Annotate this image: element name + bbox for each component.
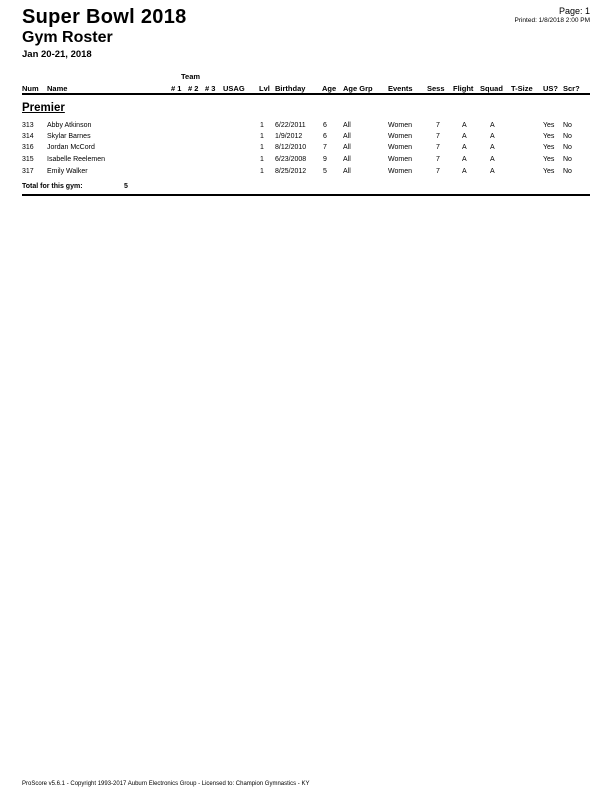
cell-sess: 7 [436,168,440,175]
cell-scr: No [563,156,572,163]
cell-squad: A [490,156,495,163]
cell-age-grp: All [343,168,351,175]
col-header-num: Num [22,84,39,93]
cell-events: Women [388,133,412,140]
cell-flight: A [462,168,467,175]
cell-flight: A [462,122,467,129]
cell-birthday: 6/22/2011 [275,122,306,129]
col-header-tsize: T-Size [511,84,533,93]
cell-age-grp: All [343,133,351,140]
printed-timestamp: Printed: 1/8/2018 2:00 PM [514,17,590,24]
cell-flight: A [462,156,467,163]
cell-flight: A [462,144,467,151]
col-header-flight: Flight [453,84,474,93]
cell-num: 313 [22,122,34,129]
table-row [0,133,612,144]
col-header-us: US? [543,84,558,93]
report-title: Super Bowl 2018 [22,6,187,28]
cell-num: 315 [22,156,34,163]
cell-lvl: 1 [260,144,264,151]
cell-age-grp: All [343,144,351,151]
cell-num: 317 [22,168,34,175]
cell-age: 9 [323,156,327,163]
col-header-age: Age [322,84,337,93]
table-row [0,122,612,133]
cell-events: Women [388,122,412,129]
cell-us: Yes [543,156,555,163]
cell-lvl: 1 [260,168,264,175]
cell-scr: No [563,168,572,175]
cell-events: Women [388,156,412,163]
cell-name: Jordan McCord [47,144,95,151]
cell-sess: 7 [436,156,440,163]
cell-sess: 7 [436,144,440,151]
col-header-squad: Squad [480,84,503,93]
cell-sess: 7 [436,133,440,140]
cell-squad: A [490,144,495,151]
col-header-age-grp: Age Grp [343,84,373,93]
col-header-sess: Sess [427,84,445,93]
cell-birthday: 8/25/2012 [275,168,307,175]
cell-birthday: 1/9/2012 [275,133,303,140]
cell-us: Yes [543,168,555,175]
cell-scr: No [563,133,572,140]
cell-us: Yes [543,133,555,140]
cell-sess: 7 [436,122,440,129]
cell-scr: No [563,122,572,129]
cell-num: 316 [22,144,34,151]
gym-total-count: 5 [124,183,128,190]
cell-squad: A [490,122,495,129]
page-number: Page: 1 [558,6,590,16]
cell-age: 6 [323,122,327,129]
cell-lvl: 1 [260,133,264,140]
cell-squad: A [490,133,495,140]
team-group-header: Team [181,72,201,81]
col-header-team3: # 3 [205,84,216,93]
cell-age: 6 [323,133,327,140]
cell-name: Emily Walker [47,168,88,175]
header-divider [22,93,590,95]
gym-section-title: Premier [22,102,65,114]
table-row [0,156,612,167]
col-header-name: Name [47,84,68,93]
cell-age-grp: All [343,122,351,129]
page-footer: ProScore v5.6.1 - Copyright 1993-2017 Auburn Electronics Group - Licensed to: Champion Gymnastics - KY [22,781,310,787]
cell-us: Yes [543,144,555,151]
cell-name: Skylar Barnes [47,133,91,140]
cell-squad: A [490,168,495,175]
col-header-birthday: Birthday [275,84,306,93]
cell-birthday: 8/12/2010 [275,144,307,151]
cell-lvl: 1 [260,156,264,163]
cell-events: Women [388,168,412,175]
cell-us: Yes [543,122,555,129]
report-subtitle: Gym Roster [22,29,113,46]
cell-name: Abby Atkinson [47,122,92,129]
cell-age-grp: All [343,156,351,163]
cell-birthday: 6/23/2008 [275,156,307,163]
cell-scr: No [563,144,572,151]
col-header-team2: # 2 [188,84,199,93]
table-row [0,168,612,179]
cell-flight: A [462,133,467,140]
cell-lvl: 1 [260,122,264,129]
cell-name: Isabelle Reelemen [47,156,105,163]
cell-num: 314 [22,133,34,140]
col-header-team1: # 1 [171,84,182,93]
event-dates: Jan 20-21, 2018 [22,49,92,60]
cell-age: 7 [323,144,327,151]
cell-events: Women [388,144,412,151]
gym-total-label: Total for this gym: [22,183,83,190]
table-row [0,144,612,155]
section-end-divider [22,194,590,196]
col-header-usag: USAG [223,84,245,93]
col-header-lvl: Lvl [259,84,270,93]
cell-age: 5 [323,168,327,175]
col-header-events: Events [388,84,413,93]
col-header-scr: Scr? [563,84,580,93]
